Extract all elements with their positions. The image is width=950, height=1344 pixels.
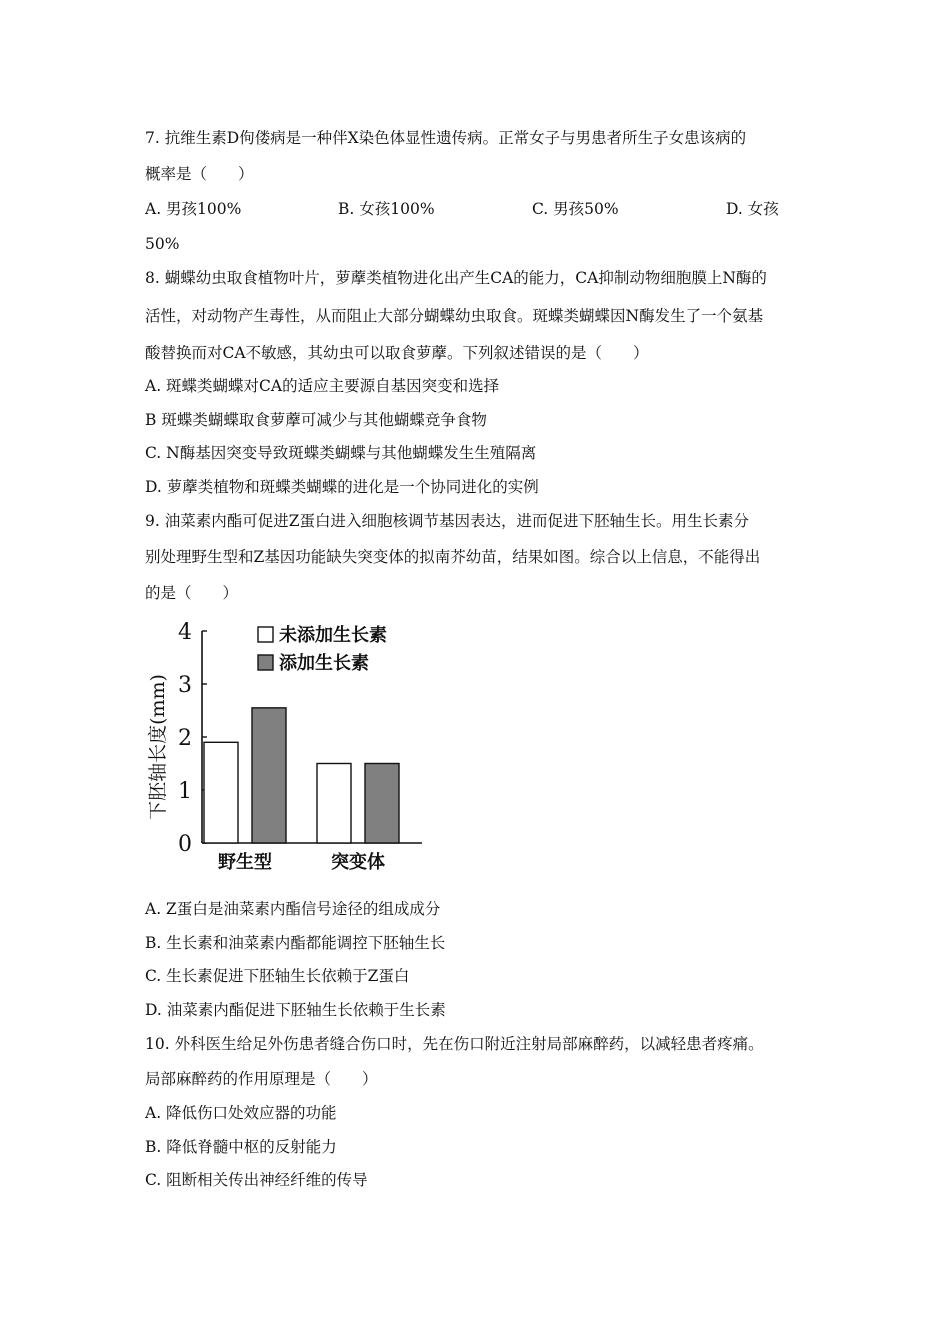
bar-no-auxin-0 <box>204 742 238 843</box>
q7-stem-line2: 概率是（ ） <box>145 165 254 183</box>
q9-option-a[interactable]: A. Z蛋白是油菜素内酯信号途径的组成成分 <box>145 900 441 918</box>
legend-label: 添加生长素 <box>279 653 369 674</box>
q9-stem-line2: 别处理野生型和Z基因功能缺失突变体的拟南芥幼苗，结果如图。综合以上信息，不能得出 <box>145 548 761 566</box>
q7-option-b[interactable]: B. 女孩100% <box>338 200 435 218</box>
q8-option-d[interactable]: D. 萝藦类植物和斑蝶类蝴蝶的进化是一个协同进化的实例 <box>145 478 539 496</box>
y-tick-label: 3 <box>178 673 192 698</box>
q7-option-d-continued: 50% <box>145 235 180 253</box>
q8-option-c[interactable]: C. N酶基因突变导致斑蝶类蝴蝶与其他蝴蝶发生生殖隔离 <box>145 444 537 462</box>
q9-option-b[interactable]: B. 生长素和油菜素内酯都能调控下胚轴生长 <box>145 934 446 952</box>
q8-option-b[interactable]: B 斑蝶类蝴蝶取食萝藦可减少与其他蝴蝶竞争食物 <box>145 411 487 429</box>
legend-swatch <box>258 627 273 642</box>
q7-stem-line1: 7. 抗维生素D佝偻病是一种伴X染色体显性遗传病。正常女子与男患者所生子女患该病的 <box>145 129 747 147</box>
chart-bars <box>204 708 399 843</box>
q10-stem-line2: 局部麻醉药的作用原理是（ ） <box>145 1070 378 1088</box>
y-tick-label: 4 <box>178 620 192 645</box>
q7-option-c[interactable]: C. 男孩50% <box>532 200 619 218</box>
q10-option-a[interactable]: A. 降低伤口处效应器的功能 <box>145 1104 337 1122</box>
q10-stem-line1: 10. 外科医生给足外伤患者缝合伤口时，先在伤口附近注射局部麻醉药，以减轻患者疼痛。 <box>145 1035 764 1053</box>
q9-stem-line1: 9. 油菜素内酯可促进Z蛋白进入细胞核调节基因表达，进而促进下胚轴生长。用生长素分 <box>145 512 749 530</box>
legend-swatch <box>258 655 273 670</box>
q9-option-c[interactable]: C. 生长素促进下胚轴生长依赖于Z蛋白 <box>145 967 410 985</box>
bar-auxin-1 <box>365 764 399 844</box>
q7-option-a[interactable]: A. 男孩100% <box>145 200 242 218</box>
bar-auxin-0 <box>252 708 286 843</box>
chart-y-axis-label: 下胚轴长度(mm) <box>147 674 169 820</box>
q10-option-b[interactable]: B. 降低脊髓中枢的反射能力 <box>145 1138 337 1156</box>
y-tick-label: 0 <box>178 832 192 857</box>
q7-option-d[interactable]: D. 女孩 <box>726 200 779 218</box>
q9-stem-line3: 的是（ ） <box>145 584 239 602</box>
q8-stem-line2: 活性，对动物产生毒性，从而阻止大部分蝴蝶幼虫取食。斑蝶类蝴蝶因N酶发生了一个氨基 <box>145 307 764 325</box>
legend-label: 未添加生长素 <box>279 625 387 646</box>
y-tick-label: 2 <box>178 726 192 751</box>
q10-option-c[interactable]: C. 阻断相关传出神经纤维的传导 <box>145 1171 368 1189</box>
q9-option-d[interactable]: D. 油菜素内酯促进下胚轴生长依赖于生长素 <box>145 1001 446 1019</box>
bar-no-auxin-1 <box>317 764 351 844</box>
q8-option-a[interactable]: A. 斑蝶类蝴蝶对CA的适应主要源自基因突变和选择 <box>145 377 500 395</box>
hypocotyl-bar-chart <box>140 615 440 880</box>
q8-stem-line1: 8. 蝴蝶幼虫取食植物叶片，萝藦类植物进化出产生CA的能力，CA抑制动物细胞膜上N酶的 <box>145 269 767 287</box>
chart-legend <box>258 624 387 674</box>
q8-stem-line3: 酸替换而对CA不敏感，其幼虫可以取食萝藦。下列叙述错误的是（ ） <box>145 344 649 362</box>
x-category-label: 野生型 <box>218 852 272 873</box>
y-tick-label: 1 <box>178 779 192 804</box>
x-category-label: 突变体 <box>331 852 385 873</box>
